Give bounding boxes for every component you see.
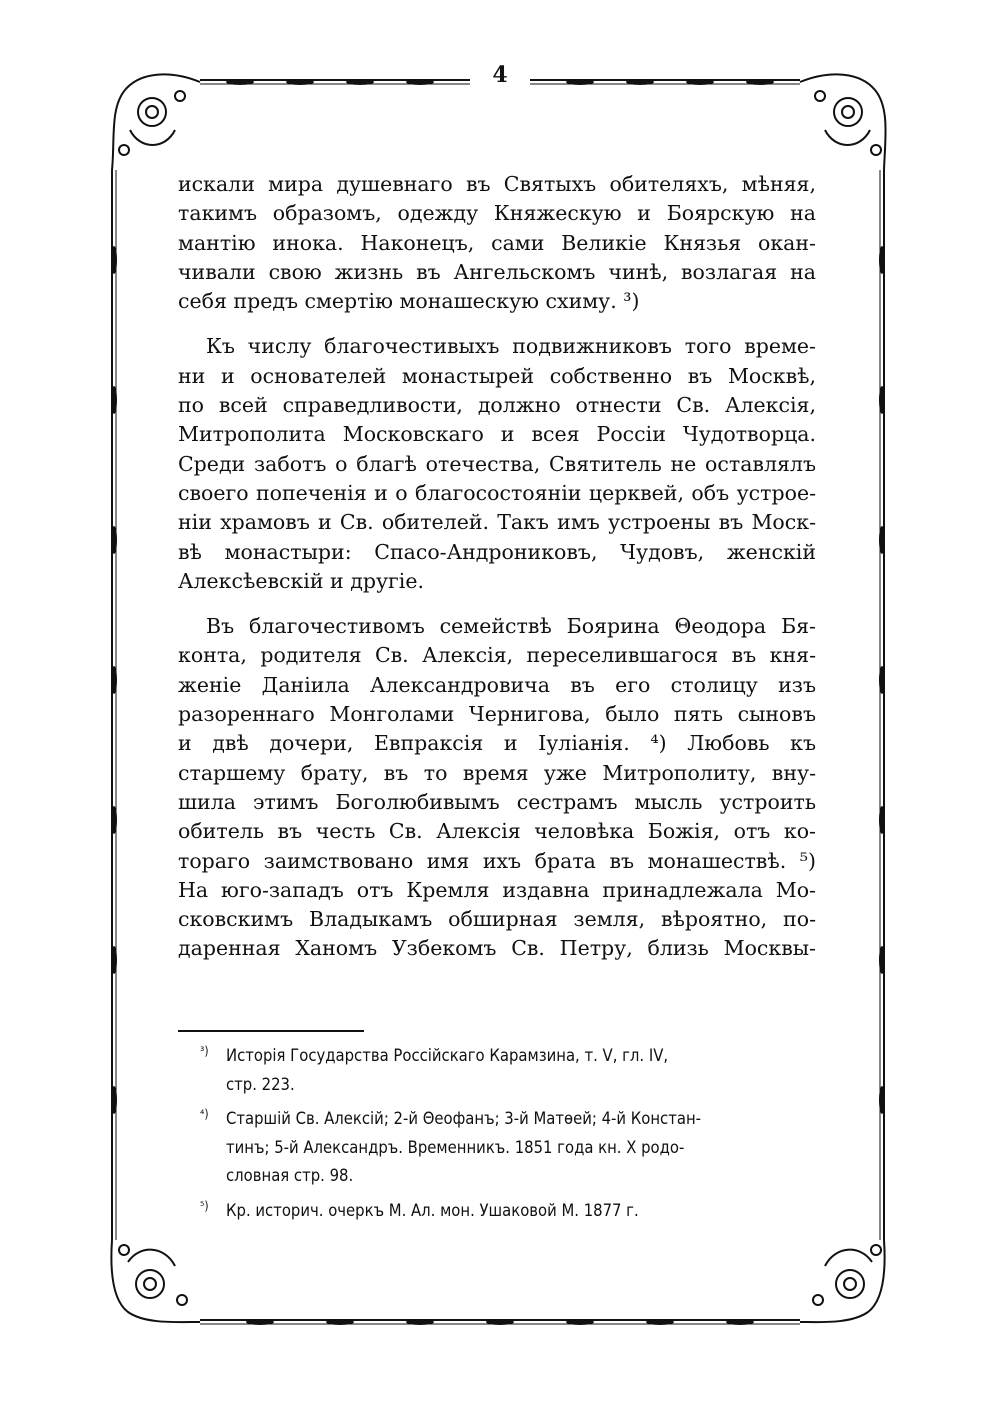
text-line: мантію инока. Наконецъ, сами Великіе Князья окан- (178, 230, 816, 255)
text-line: искали мира душевнаго въ Святыхъ обителяхъ, мѣняя, (178, 172, 816, 196)
text-line: ни и основателей монастырей собственно въ Москвѣ, (178, 363, 816, 388)
text-line: тораго заимствовано имя ихъ брата въ монашествѣ. ⁵) (178, 848, 816, 873)
text-line: сковскимъ Владыкамъ обширная земля, вѣроятно, по- (178, 907, 816, 932)
text-line: женіе Даніила Александровича въ его столицу изъ (178, 672, 816, 697)
text-line: шила этимъ Боголюбивымъ сестрамъ мысль устроить (178, 789, 816, 814)
text-line: по всей справедливости, должно отнести Св. Алексія, (178, 393, 816, 418)
text-line: себя предъ смертію монашескую схиму. ³) (178, 289, 640, 314)
text-line: и двѣ дочери, Евпраксія и Іуліанія. ⁴) Любовь къ (178, 731, 816, 756)
text-line: старшему брату, въ то время уже Митрополиту, вну- (178, 760, 816, 785)
text-line: ніи храмовъ и Св. обителей. Такъ имъ устроены въ Моск- (178, 510, 816, 535)
corner-ornament-top-right (800, 74, 886, 170)
text-line: даренная Ханомъ Узбекомъ Св. Петру, близь Москвы- (178, 936, 816, 961)
corner-ornament-bottom-left (111, 1240, 200, 1322)
text-line: конта, родителя Св. Алексія, переселившагося въ кня- (178, 643, 816, 668)
text-line: Митрополита Московскаго и всея Россіи Чудотворца. (178, 422, 816, 447)
text-line: Алексѣевскій и другіе. (178, 568, 424, 593)
main-text (178, 170, 816, 964)
corner-ornament-top-left (112, 74, 200, 170)
paragraph-1 (178, 170, 816, 316)
footnote-mark: ³) (200, 1044, 209, 1058)
paragraph-2 (178, 332, 816, 596)
footnote-5 (200, 1197, 816, 1226)
footnotes (200, 1042, 816, 1231)
text-line: Среди заботъ о благѣ отечества, Святитель не оставлялъ (178, 451, 816, 476)
text-line: такимъ образомъ, одежду Княжескую и Боярскую на (178, 201, 816, 226)
text-line: Къ числу благочестивыхъ подвижниковъ того време- (206, 334, 816, 359)
footnote-text: тинъ; 5-й Александръ. Временникъ. 1851 года кн. X родо- (226, 1137, 685, 1157)
page-number: 4 (492, 62, 508, 88)
text-line: На юго-западъ отъ Кремля издавна принадлежала Мо- (178, 877, 816, 902)
footnote-3 (200, 1042, 816, 1099)
text-line: Въ благочестивомъ семействѣ Боярина Θеодора Бя- (206, 614, 816, 639)
text-line: вѣ монастыри: Спасо-Андрониковъ, Чудовъ, женскій (178, 539, 816, 564)
footnote-4 (200, 1105, 816, 1191)
footnote-mark: ⁴) (200, 1107, 209, 1121)
text-line: обитель въ честь Св. Алексія человѣка Божія, отъ ко- (178, 819, 816, 844)
text-line: разореннаго Монголами Чернигова, было пять сыновъ (178, 702, 816, 727)
footnote-divider (178, 1030, 364, 1032)
footnote-text: Старшій Св. Алексій; 2-й Θеофанъ; 3-й Матѳей; 4-й Констан- (226, 1109, 702, 1128)
paragraph-3 (178, 612, 816, 964)
footnote-text: стр. 223. (226, 1074, 295, 1094)
footnote-text: словная стр. 98. (226, 1166, 354, 1185)
text-line: своего попеченія и о благосостояніи церквей, объ устрое- (178, 480, 816, 505)
corner-ornament-bottom-right (800, 1240, 885, 1322)
footnote-mark: ⁵) (200, 1198, 209, 1213)
footnote-text: Кр. историч. очеркъ М. Ал. мон. Ушаковой М. 1877 г. (226, 1200, 639, 1220)
text-line: чивали свою жизнь въ Ангельскомъ чинѣ, возлагая на (178, 259, 816, 284)
footnote-text: Исторія Государства Россійскаго Карамзина, т. V, гл. IV, (226, 1046, 669, 1065)
